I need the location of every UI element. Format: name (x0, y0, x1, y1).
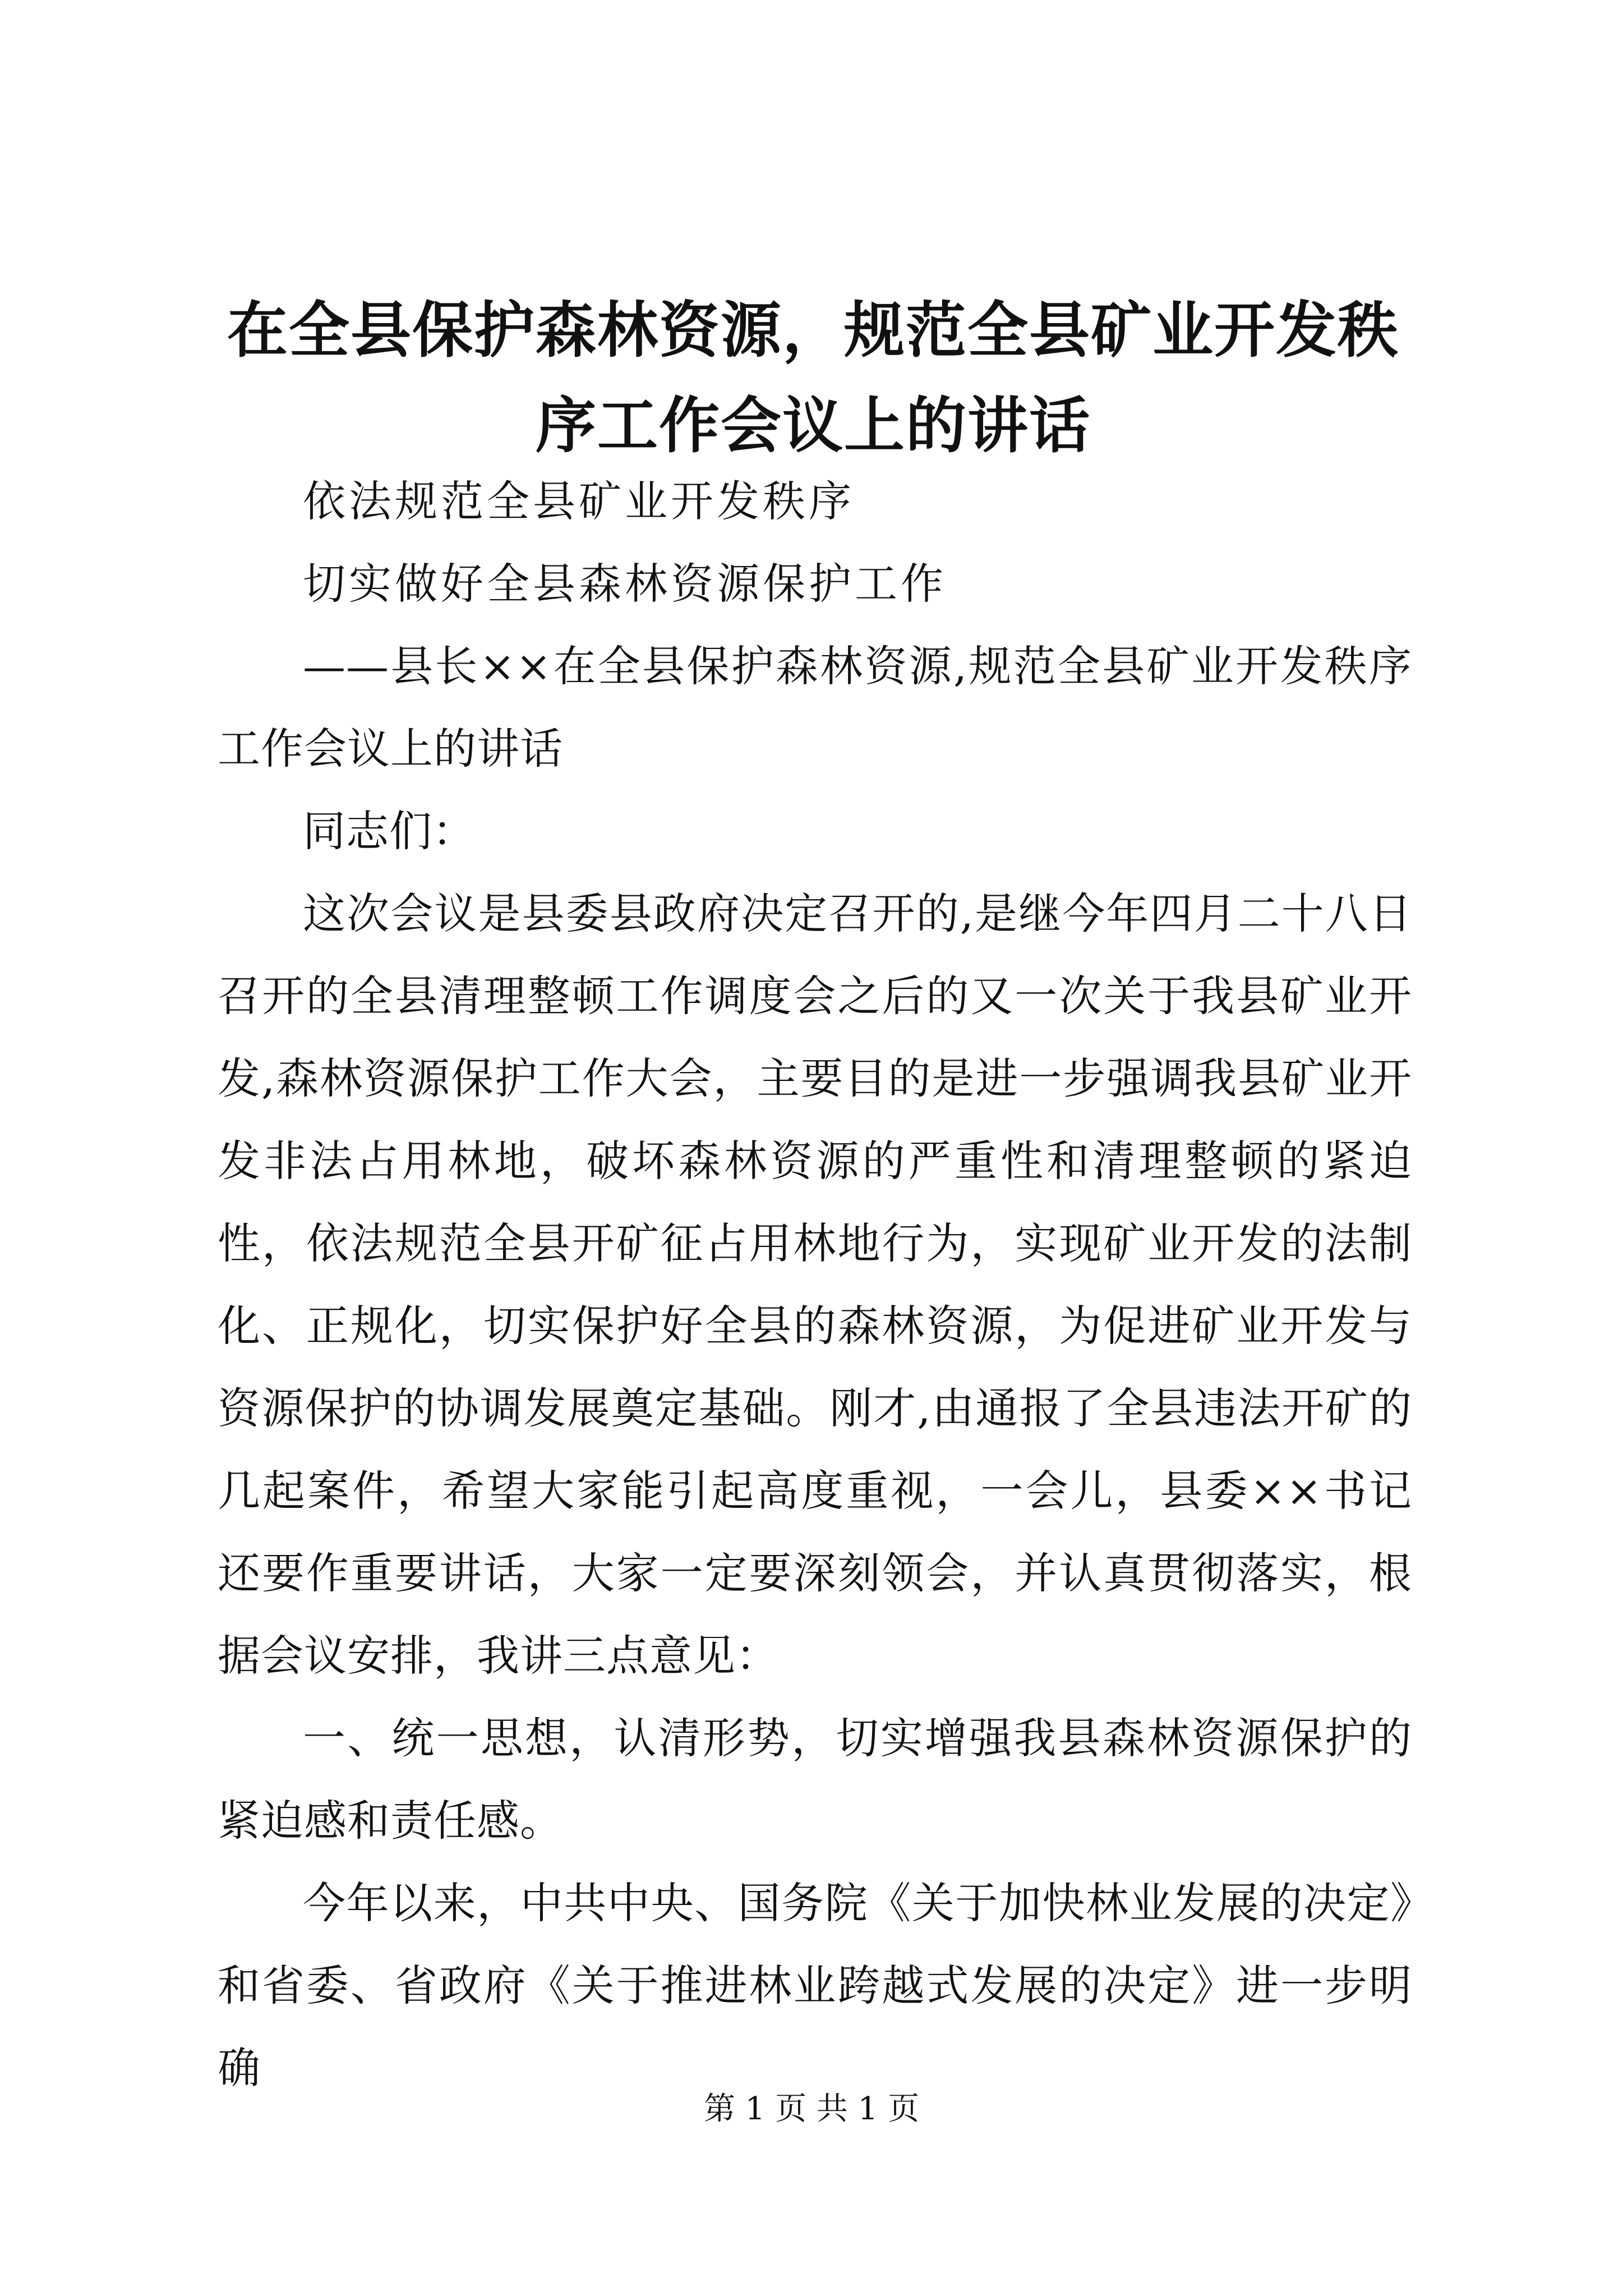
subtitle-line: 切实做好全县森林资源保护工作 (303, 559, 947, 609)
body-paragraph: 这次会议是县委县政府决定召开的,是继今年四月二十八日召开的全县清理整顿工作调度会之后的又一次关于我县矿业开发,森林资源保护工作大会，主要目的是进一步强调我县矿业开发非法占用林地，破坏森林资源的严重性和清理整顿的紧迫性，依法规范全县开矿征占用林地行为，实现矿业开发的法制化、正规化，切实保护好全县的森林资源，为促进矿业开发与资源保护的协调发展奠定基础。刚才,由通报了全县违法开矿的几起案件，希望大家能引起高度重视，一会儿，县委××书记还要作重要讲话，大家一定要深刻领会，并认真贯彻落实，根据会议安排，我讲三点意见： (218, 889, 1412, 1681)
speaker-line: ——县长××在全县保护森林资源,规范全县矿业开发秩序工作会议上的讲话 (218, 641, 1412, 774)
page-footer: 第 1 页 共 1 页 (703, 2091, 920, 2127)
page-title: 在全县保护森林资源，规范全县矿业开发秩序工作会议上的讲话 (227, 296, 1399, 461)
document-body (218, 460, 1412, 2109)
salutation: 同志们： (303, 806, 476, 856)
body-paragraph: 今年以来，中共中央、国务院《关于加快林业发展的决定》和省委、省政府《关于推进林业跨越式发展的决定》进一步明确 (218, 1878, 1412, 2093)
section-heading: 一、统一思想，认清形势，切实增强我县森林资源保护的紧迫感和责任感。 (218, 1713, 1412, 1846)
subtitle-line: 依法规范全县矿业开发秩序 (303, 476, 855, 526)
